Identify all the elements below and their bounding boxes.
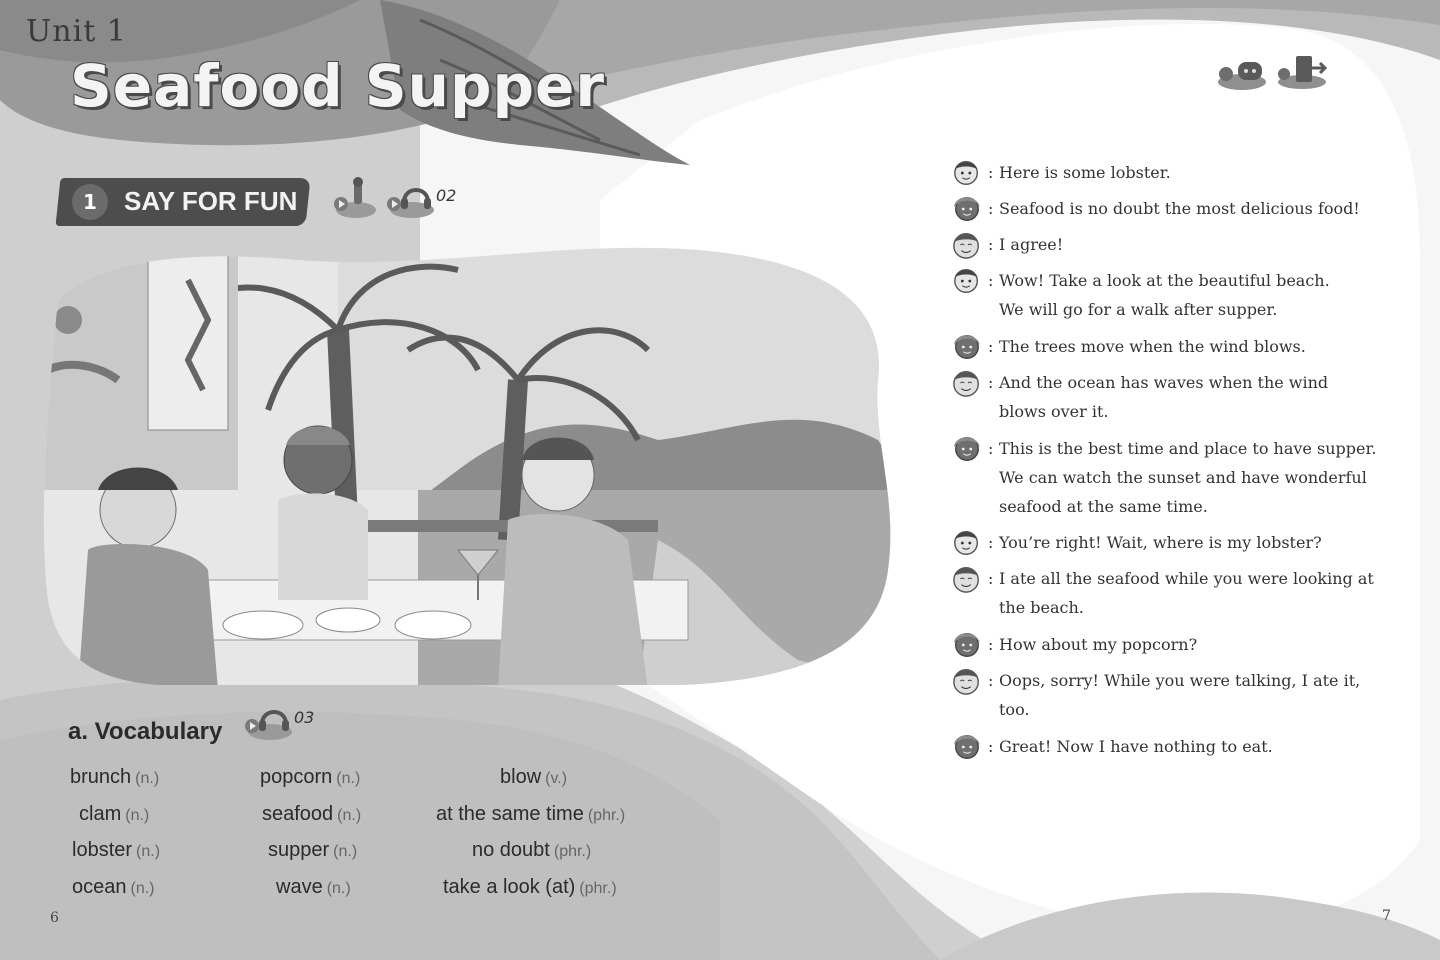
dialogue-text: The trees move when the wind blows. — [999, 337, 1306, 356]
dialogue-text: I ate all the seafood while you were looking at — [999, 569, 1374, 588]
vocab-item: supper (n.) — [268, 839, 358, 861]
dialogue-line — [952, 434, 1382, 521]
girl-icon — [952, 434, 982, 464]
dialogue-line — [952, 528, 1382, 557]
speaker-colon: : — [988, 671, 994, 690]
vocabulary-audio-track: 03 — [294, 708, 315, 727]
chubby-boy-icon — [952, 564, 982, 594]
video-play-icon[interactable] — [330, 176, 378, 220]
boy-icon — [952, 528, 982, 558]
dialogue-line — [952, 564, 1382, 622]
speaker-colon: : — [988, 337, 994, 356]
vocab-item: at the same time (phr.) — [436, 803, 626, 825]
vocab-item: seafood (n.) — [262, 803, 362, 825]
dialogue-line — [952, 158, 1382, 187]
chubby-boy-icon — [952, 230, 982, 260]
dialogue-text: the beach. — [999, 598, 1084, 617]
dialogue-line — [952, 732, 1382, 761]
vocab-item: popcorn (n.) — [260, 766, 361, 788]
vocab-item: lobster (n.) — [72, 839, 161, 861]
dialogue-line — [952, 368, 1382, 426]
dialogue-line — [952, 630, 1382, 659]
speaker-colon: : — [988, 533, 994, 552]
audio-track-label: 02 — [436, 186, 457, 205]
speaker-colon: : — [988, 235, 994, 254]
section-number: 1 — [72, 184, 108, 220]
audio-headphones-icon[interactable] — [242, 700, 294, 742]
speaker-colon: : — [988, 373, 994, 392]
boy-icon — [952, 158, 982, 188]
vocab-item: brunch (n.) — [70, 766, 160, 788]
vocab-item: no doubt (phr.) — [472, 839, 592, 861]
audio-headphones-icon[interactable] — [384, 178, 436, 220]
girl-icon — [952, 194, 982, 224]
speaker-colon: : — [988, 439, 994, 458]
vocab-item: ocean (n.) — [72, 876, 155, 898]
speaker-colon: : — [988, 737, 994, 756]
vocab-item: wave (n.) — [276, 876, 351, 898]
girl-icon — [952, 630, 982, 660]
dialogue-text: Seafood is no doubt the most delicious food! — [999, 199, 1360, 218]
dialogue-text: Here is some lobster. — [999, 163, 1171, 182]
speaker-colon: : — [988, 163, 994, 182]
page-number-left: 6 — [50, 910, 59, 926]
dialogue-text: Oops, sorry! While you were talking, I ate it, — [999, 671, 1361, 690]
vocab-item: take a look (at) (phr.) — [443, 876, 617, 898]
dialogue-line — [952, 332, 1382, 361]
chubby-boy-icon — [952, 666, 982, 696]
speaker-colon: : — [988, 569, 994, 588]
girl-icon — [952, 332, 982, 362]
page-number-right: 7 — [1382, 908, 1391, 924]
seafood-supper-illustration — [38, 240, 918, 690]
dialogue-line — [952, 194, 1382, 223]
chubby-boy-icon — [952, 368, 982, 398]
dialogue-text: We will go for a walk after supper. — [999, 300, 1278, 319]
dialogue-line — [952, 230, 1382, 259]
dialogue-line — [952, 666, 1382, 724]
page-title: Seafood Supper — [70, 52, 605, 120]
dialogue-text: This is the best time and place to have supper. — [999, 439, 1377, 458]
vocabulary-heading: a. Vocabulary — [68, 718, 223, 745]
vocab-item: clam (n.) — [79, 803, 150, 825]
dialogue-text: I agree! — [999, 235, 1064, 254]
dialogue-text: blows over it. — [999, 402, 1109, 421]
dialogue-text: Wow! Take a look at the beautiful beach. — [999, 271, 1330, 290]
dialogue-text: We can watch the sunset and have wonderful — [999, 468, 1367, 487]
dialogue-line — [952, 266, 1382, 324]
game-controller-icon[interactable] — [1216, 56, 1268, 92]
dialogue-text: too. — [999, 700, 1030, 719]
girl-icon — [952, 732, 982, 762]
vocab-item: blow (v.) — [500, 766, 568, 788]
dialogue-text: Great! Now I have nothing to eat. — [999, 737, 1273, 756]
dialogue-text: And the ocean has waves when the wind — [999, 373, 1329, 392]
unit-label: Unit 1 — [26, 14, 127, 49]
dialogue-text: You’re right! Wait, where is my lobster? — [999, 533, 1322, 552]
exit-door-icon[interactable] — [1276, 54, 1328, 90]
speaker-colon: : — [988, 199, 994, 218]
section-title: SAY FOR FUN — [124, 186, 298, 216]
dialogue-text: seafood at the same time. — [999, 497, 1208, 516]
dialogue-text: How about my popcorn? — [999, 635, 1198, 654]
speaker-colon: : — [988, 635, 994, 654]
speaker-colon: : — [988, 271, 994, 290]
boy-icon — [952, 266, 982, 296]
